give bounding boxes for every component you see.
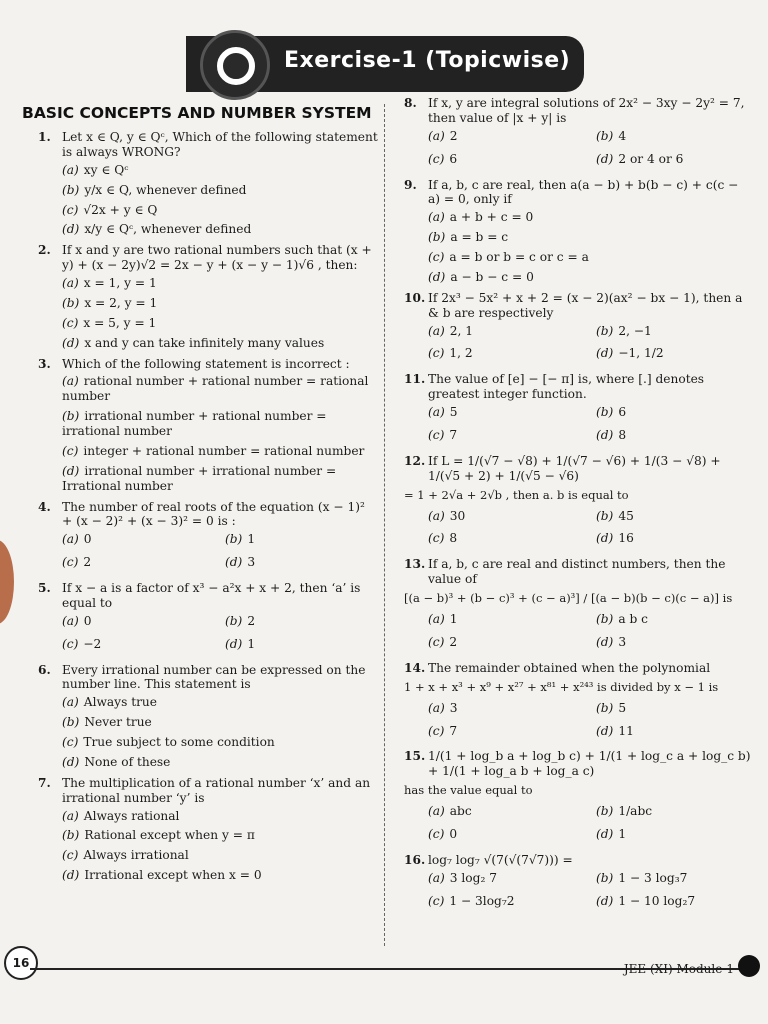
answer-option [428,635,586,650]
option-text: a = b = c [450,230,509,245]
option-text: 1 [247,636,256,651]
option-label: (b) [596,128,614,143]
option-text: Always irrational [83,848,189,863]
option-text: Never true [84,715,152,730]
option-label: (c) [428,250,445,264]
option-label: (a) [428,405,445,419]
answer-option [596,324,754,339]
option-text: 0 [83,532,92,547]
option-label: (b) [62,182,80,197]
option-text: rational number + rational number = rational number [62,374,369,404]
option-list [62,809,378,884]
footer-module-label: JEE (XI) Module-1 [623,962,734,976]
option-text: x and y can take infinitely many values [84,335,325,350]
option-label: (a) [428,128,445,143]
option-label: (d) [62,754,80,769]
answer-option [428,894,586,909]
option-label: (d) [428,269,446,284]
question-continuation: has the value equal to [404,783,533,798]
question-number: 6. [38,662,51,677]
option-text: a + b + c = 0 [449,210,534,225]
option-label: (c) [62,443,79,458]
answer-option [62,374,378,404]
option-label: (d) [596,893,614,908]
option-text: 1 [449,612,458,627]
option-text: y/x ∈ Q, whenever defined [84,182,247,197]
option-text: 2, −1 [618,323,652,338]
question-item [404,372,754,448]
option-text: √2x + y ∈ Q [83,202,158,217]
option-text: 2 or 4 or 6 [618,151,684,166]
answer-option [62,464,378,494]
question-text: If 2x³ − 5x² + x + 2 = (x − 2)(ax² − bx − 1), then a & b are respectively [428,290,743,320]
answer-option [62,203,378,218]
question-number: 13. [404,557,426,572]
option-text: x/y ∈ Qᶜ, whenever defined [84,222,252,237]
answer-option [62,735,378,750]
option-text: 6 [618,405,627,419]
answer-option [428,230,754,245]
option-text: 2 [83,555,92,570]
question-number: 1. [38,130,51,144]
option-list [428,609,754,655]
option-label: (b) [596,323,614,338]
banner-circle-icon [200,30,270,100]
option-label: (c) [62,315,79,330]
answer-option [596,531,754,546]
option-label: (c) [428,427,445,442]
option-label: (c) [62,636,79,651]
answer-option [428,612,586,627]
option-text: 3 [247,555,256,570]
answer-option [225,532,378,547]
option-text: 0 [83,613,92,628]
option-label: (a) [62,162,79,177]
answer-option [596,129,754,144]
section-title: BASIC CONCEPTS AND NUMBER SYSTEM [22,104,372,122]
answer-option [62,296,378,311]
answer-option [62,276,378,291]
option-text: 1/abc [618,804,653,819]
option-label: (c) [62,555,79,570]
question-text: If x, y are integral solutions of 2x² − 3xy − 2y² = 7, then value of |x + y| is [428,96,745,125]
question-item [38,581,378,657]
publisher-logo-icon [738,955,760,977]
option-text: irrational number + rational number = irrational number [62,409,327,438]
option-label: (b) [428,230,446,245]
option-label: (d) [596,346,614,361]
answer-option [62,809,378,824]
option-label: (a) [428,508,445,523]
answer-option [62,828,378,843]
option-text: 3 [449,700,458,715]
option-list [428,126,754,172]
right-question-column [404,96,754,920]
option-text: −1, 1/2 [618,346,664,361]
page-number: 16 [4,946,38,980]
option-text: 3 log₂ 7 [449,870,497,885]
option-label: (b) [62,295,80,310]
answer-option [596,152,754,167]
option-label: (a) [62,613,79,628]
answer-option [428,428,586,443]
answer-option [62,222,378,237]
option-text: x = 2, y = 1 [84,295,158,310]
question-formula: 1 + x + x³ + x⁹ + x²⁷ + x⁸¹ + x²⁴³ is divided by x − 1 is [404,679,719,694]
option-text: 1, 2 [449,346,473,361]
option-text: 8 [618,427,627,442]
option-text: 4 [618,128,627,143]
question-number: 11. [404,372,426,387]
option-text: 2 [247,613,256,628]
option-label: (d) [596,151,614,166]
option-label: (d) [596,531,614,546]
answer-option [62,336,378,351]
option-list [428,698,754,744]
answer-option [225,637,378,652]
question-text: If x and y are two rational numbers such that (x + y) + (x − 2y)√2 = 2x − y + (x − y − 1)√6 , then: [62,243,372,273]
question-text: If a, b, c are real, then a(a − b) + b(b − c) + c(c − a) = 0, only if [428,177,739,207]
option-label: (c) [428,893,445,908]
option-label: (b) [62,828,80,843]
question-item [38,357,378,494]
option-label: (c) [62,848,79,863]
answer-option [62,614,215,629]
question-number: 2. [38,243,51,258]
option-label: (d) [225,636,243,651]
question-item [404,178,754,285]
question-item [404,291,754,367]
question-item [404,557,754,655]
option-list [62,276,378,351]
answer-option [62,316,378,331]
option-label: (b) [596,870,614,885]
option-list [428,801,754,847]
option-list [62,374,378,493]
option-list [62,695,378,770]
option-text: 8 [449,531,458,546]
question-text: Let x ∈ Q, y ∈ Qᶜ, Which of the following statement is always WRONG? [62,130,378,159]
answer-option [428,509,586,524]
option-list [428,321,754,367]
option-text: Irrational except when x = 0 [84,868,262,883]
question-number: 15. [404,749,426,764]
answer-option [596,724,754,739]
option-label: (d) [596,634,614,649]
option-text: 5 [618,700,627,715]
question-text: The value of [e] − [− π] is, where [.] denotes greatest integer function. [428,372,705,402]
option-text: −2 [83,636,102,651]
answer-option [596,428,754,443]
answer-option [428,405,586,420]
finger-photo-artifact [0,540,14,624]
option-label: (a) [428,804,445,819]
question-text: If a, b, c are real and distinct numbers, then the value of [428,557,726,587]
question-text: Every irrational number can be expressed on the number line. This statement is [62,662,366,692]
question-item [38,663,378,770]
option-label: (d) [596,827,614,842]
option-label: (c) [428,151,445,166]
option-label: (c) [428,827,445,842]
option-label: (c) [428,634,445,649]
option-text: 0 [449,827,458,842]
question-item [38,500,378,576]
answer-option [596,612,754,627]
option-text: integer + rational number = rational number [83,443,365,458]
question-text: If L = 1/(√7 − √8) + 1/(√7 − √6) + 1/(3 − √8) + 1/(√5 + 2) + 1/(√5 − √6) [428,453,721,483]
exercise-title: Exercise-1 (Topicwise) [284,48,571,73]
option-label: (d) [225,555,243,570]
question-item [404,853,754,914]
option-label: (a) [62,532,79,547]
option-text: x = 1, y = 1 [83,276,157,290]
question-text: If x − a is a factor of x³ − a²x + x + 2, then ‘a’ is equal to [62,581,361,610]
option-text: Always rational [83,808,180,823]
option-list [428,210,754,285]
answer-option [596,701,754,716]
option-text: 5 [449,405,458,419]
answer-option [596,405,754,420]
option-label: (d) [62,463,80,478]
option-text: xy ∈ Qᶜ [83,162,129,177]
answer-option [428,804,586,819]
answer-option [428,270,754,285]
answer-option [428,324,586,339]
option-label: (a) [428,700,445,715]
question-number: 7. [38,775,51,790]
option-label: (d) [62,335,80,350]
answer-option [62,555,215,570]
option-label: (d) [596,723,614,738]
question-item [404,96,754,172]
answer-option [596,804,754,819]
option-text: True subject to some condition [83,735,275,749]
answer-option [62,848,378,863]
option-label: (a) [428,870,445,885]
option-text: 7 [449,723,458,738]
option-label: (a) [62,374,79,389]
option-list [428,506,754,552]
option-label: (c) [428,346,445,361]
option-label: (a) [428,612,445,627]
option-text: 16 [618,531,634,546]
answer-option [596,827,754,842]
question-formula: [(a − b)³ + (b − c)³ + (c − a)³] / [(a − b)(b − c)(c − a)] is [404,591,733,606]
option-list [62,163,378,238]
question-item [38,130,378,237]
answer-option [596,509,754,524]
question-text: Which of the following statement is incorrect : [62,356,350,371]
option-label: (b) [62,409,80,424]
answer-option [62,444,378,459]
option-text: 7 [449,427,458,442]
option-label: (a) [428,210,445,225]
option-text: irrational number + irrational number = Irrational number [62,463,337,493]
option-text: a b c [618,612,648,627]
question-number: 8. [404,96,417,110]
question-number: 14. [404,660,426,675]
option-label: (b) [62,715,80,730]
option-text: 6 [449,151,458,166]
option-text: a = b or b = c or c = a [449,250,589,264]
option-text: None of these [84,754,171,769]
question-text: 1/(1 + log_b a + log_b c) + 1/(1 + log_c a + log_c b) + 1/(1 + log_a b + log_a c) [428,749,751,779]
question-text: The remainder obtained when the polynomial [428,660,711,675]
question-number: 5. [38,581,51,595]
question-item [38,776,378,883]
option-list [428,868,754,914]
question-text: log₇ log₇ √(7(√(7√7))) = [428,852,573,867]
option-label: (c) [62,202,79,217]
option-text: 1 [618,827,627,842]
question-item [404,454,754,552]
option-label: (a) [62,695,79,710]
question-number: 3. [38,356,51,371]
option-list [428,402,754,448]
option-label: (c) [428,723,445,738]
option-text: 1 [247,532,256,547]
option-text: 45 [618,508,634,523]
answer-option [62,163,378,178]
option-label: (a) [62,808,79,823]
answer-option [428,210,754,225]
answer-option [62,695,378,710]
answer-option [62,183,378,198]
option-label: (a) [428,323,445,338]
option-label: (b) [596,405,614,419]
option-label: (d) [62,868,80,883]
option-text: 1 − 3log₇2 [449,893,515,908]
option-text: Rational except when y = π [84,828,255,843]
option-label: (a) [62,276,79,290]
option-label: (c) [428,531,445,546]
answer-option [62,532,215,547]
answer-option [62,409,378,439]
option-label: (b) [596,612,614,627]
answer-option [428,129,586,144]
column-divider [384,104,385,946]
question-number: 12. [404,453,426,468]
answer-option [596,635,754,650]
option-label: (b) [596,508,614,523]
answer-option [428,724,586,739]
question-number: 4. [38,499,51,514]
option-label: (b) [596,804,614,819]
question-item [404,661,754,744]
option-text: abc [449,804,472,819]
option-label: (d) [62,222,80,237]
option-text: Always true [83,695,157,710]
answer-option [62,637,215,652]
answer-option [225,614,378,629]
option-label: (b) [225,613,243,628]
answer-option [62,755,378,770]
question-number: 10. [404,290,426,305]
option-text: 1 − 10 log₂7 [618,893,696,908]
option-label: (b) [225,532,243,547]
answer-option [428,701,586,716]
answer-option [62,715,378,730]
question-item [404,749,754,847]
option-label: (b) [596,700,614,715]
left-question-column [38,130,378,889]
question-text: The multiplication of a rational number ‘x’ and an irrational number ‘y’ is [62,775,371,805]
question-number: 16. [404,852,426,867]
option-list [62,611,378,657]
answer-option [428,531,586,546]
option-text: 30 [449,508,466,523]
answer-option [428,827,586,842]
answer-option [428,871,586,886]
option-label: (d) [596,427,614,442]
answer-option [596,894,754,909]
option-list [62,529,378,575]
answer-option [428,346,586,361]
option-text: x = 5, y = 1 [83,315,157,330]
option-text: 2, 1 [449,323,474,338]
question-item [38,243,378,350]
option-text: 2 [449,128,458,143]
question-text: The number of real roots of the equation (x − 1)² + (x − 2)² + (x − 3)² = 0 is : [62,499,365,529]
answer-option [62,868,378,883]
question-continuation: = 1 + 2√a + 2√b , then a. b is equal to [404,487,629,502]
answer-option [596,871,754,886]
answer-option [596,346,754,361]
option-text: 11 [618,723,634,738]
option-label: (c) [62,735,79,749]
question-number: 9. [404,177,417,192]
option-text: 2 [449,634,458,649]
answer-option [225,555,378,570]
answer-option [428,250,754,265]
option-text: 1 − 3 log₃7 [618,870,688,885]
option-text: 3 [618,634,627,649]
option-text: a − b − c = 0 [450,269,534,284]
answer-option [428,152,586,167]
